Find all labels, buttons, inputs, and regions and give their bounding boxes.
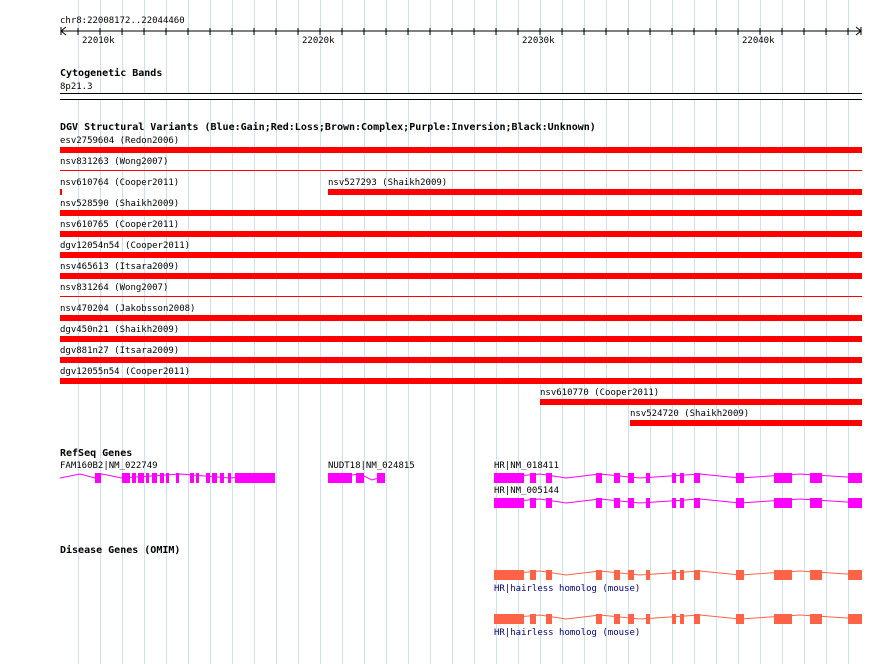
variant-label: esv2759604 (Redon2006) bbox=[60, 136, 180, 146]
variant-label: nsv527293 (Shaikh2009) bbox=[328, 178, 448, 188]
variant-label: nsv528590 (Shaikh2009) bbox=[60, 199, 180, 209]
cytoband-track-title: Cytogenetic Bands bbox=[60, 68, 163, 79]
variant-bar[interactable] bbox=[60, 336, 862, 342]
variant-bar[interactable] bbox=[60, 357, 862, 363]
disease-gene-model[interactable] bbox=[0, 567, 890, 583]
variant-label: dgv12055n54 (Cooper2011) bbox=[60, 367, 191, 377]
ruler-tick-label: 22040k bbox=[742, 36, 775, 46]
ruler-tick-label: 22010k bbox=[82, 36, 115, 46]
omim-track-title: Disease Genes (OMIM) bbox=[60, 545, 181, 556]
variant-label: nsv610764 (Cooper2011) bbox=[60, 178, 180, 188]
variant-label: nsv524720 (Shaikh2009) bbox=[630, 409, 750, 419]
variant-bar[interactable] bbox=[60, 273, 862, 279]
gene-label: FAM160B2|NM_022749 bbox=[60, 461, 158, 471]
variant-bar[interactable] bbox=[60, 378, 862, 384]
gene-label: HR|NM_005144 bbox=[494, 486, 560, 496]
variant-label: dgv12054n54 (Cooper2011) bbox=[60, 241, 191, 251]
variant-bar[interactable] bbox=[60, 170, 862, 171]
variant-bar[interactable] bbox=[540, 399, 862, 405]
cytoband-outline-bottom bbox=[60, 99, 862, 100]
variant-label: nsv831264 (Wong2007) bbox=[60, 283, 169, 293]
variant-bar[interactable] bbox=[60, 231, 862, 237]
variant-label: dgv881n27 (Itsara2009) bbox=[60, 346, 180, 356]
location-label: chr8:22008172..22044460 bbox=[60, 16, 185, 26]
variant-label: nsv470204 (Jakobsson2008) bbox=[60, 304, 196, 314]
variant-label: nsv610765 (Cooper2011) bbox=[60, 220, 180, 230]
variant-bar[interactable] bbox=[60, 252, 862, 258]
gene-label: HR|NM_018411 bbox=[494, 461, 560, 471]
variant-bar[interactable] bbox=[60, 315, 862, 321]
ruler-tick-label: 22030k bbox=[522, 36, 555, 46]
dgv-track-title: DGV Structural Variants (Blue:Gain;Red:Loss;Brown:Complex;Purple:Inversion;Black:Unknown) bbox=[60, 122, 596, 133]
variant-label: nsv610770 (Cooper2011) bbox=[540, 388, 660, 398]
variant-label: dgv450n21 (Shaikh2009) bbox=[60, 325, 180, 335]
variant-bar[interactable] bbox=[630, 420, 862, 426]
disease-gene-label: HR|hairless homolog (mouse) bbox=[494, 628, 641, 638]
disease-gene-model[interactable] bbox=[0, 611, 890, 627]
variant-bar[interactable] bbox=[60, 147, 862, 153]
cytoband-bar[interactable] bbox=[60, 94, 862, 99]
cytoband-label: 8p21.3 bbox=[60, 82, 93, 92]
gene-model[interactable] bbox=[0, 495, 890, 511]
variant-bar[interactable] bbox=[328, 189, 862, 195]
variant-bar[interactable] bbox=[60, 296, 862, 297]
variant-label: nsv831263 (Wong2007) bbox=[60, 157, 169, 167]
gene-label: NUDT18|NM_024815 bbox=[328, 461, 415, 471]
variant-bar[interactable] bbox=[60, 210, 862, 216]
ruler-tick-label: 22020k bbox=[302, 36, 335, 46]
refseq-track-title: RefSeq Genes bbox=[60, 448, 133, 459]
variant-label: nsv465613 (Itsara2009) bbox=[60, 262, 180, 272]
gene-model[interactable] bbox=[0, 470, 890, 486]
variant-bar[interactable] bbox=[60, 189, 62, 195]
disease-gene-label: HR|hairless homolog (mouse) bbox=[494, 584, 641, 594]
